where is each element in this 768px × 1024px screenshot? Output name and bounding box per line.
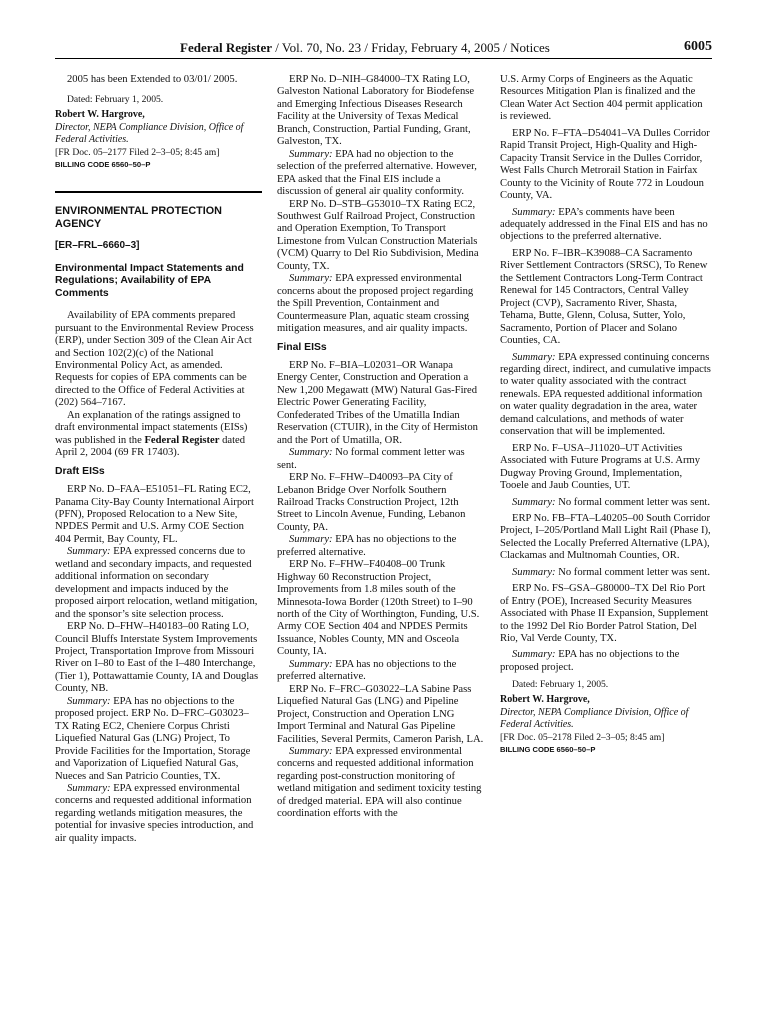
eis-summary: Summary: EPA has no objections to the proposed project. ERP No. D–FRC–G03023–TX Rating EC2, Cheniere Corpus Christi Liquefied Natural Gas (LNG) Project, To Provide Facilities for the Importation, Storage and Vaporization of Liquefied Natural Gas, Nueces and San Patricio Counties, TX. xyxy=(55,695,251,782)
header-issue-info: / Vol. 70, No. 23 / Friday, February 4, 2005 / Notices xyxy=(272,40,550,55)
eis-summary: Summary: EPA has no objections to the preferred alternative. xyxy=(277,534,457,558)
column-3 xyxy=(500,74,712,756)
eis-entry: ERP No. D–FAA–E51051–FL Rating EC2, Panama City-Bay County International Airport (PFN), Proposed Relocation to a New Site, NPDES Permit and U.S. Army COE Section 404 Permit, Bay County, FL. xyxy=(55,484,254,545)
agency-heading: ENVIRONMENTAL PROTECTION AGENCY xyxy=(55,191,262,230)
eis-entry: ERP No. F–IBR–K39088–CA Sacramento River Settlement Contractors (SRSC), To Renew the Settlement Contractors Long-Term Contract Renewal for 145 Contractors, Central Valley Project (CVP), Sacramento River, Shasta, Tehama, Butte, Glenn, Colusa, Sutter, Yolo, Sacramento, Portion of Placer and Solano Counties, CA. xyxy=(500,247,708,347)
eis-entry: ERP No. F–FHW–F40408–00 Trunk Highway 60 Reconstruction Project, Improvements from 1.8 miles south of the Minnesota-Iowa Border (120th Street) to I–90 north of the City of Worthington, Funding, U.S. Army COE Section 404 and NPDES Permits Issuance, Nobles County, MN and Osceola County, IA. xyxy=(277,559,480,658)
dated-line: Dated: February 1, 2005. xyxy=(512,679,609,691)
column-2 xyxy=(277,74,484,821)
eis-entry: ERP No. F–BIA–L02031–OR Wanapa Energy Center, Construction and Operation a New 1,200 Megawatt (MW) Natural Gas-Fired Electric Power Generating Facility, Confederated Tribes of the Umatilla Indian Reservation (CTUIR), in the City of Hermiston and the Port of Umatilla, OR. xyxy=(277,359,478,446)
eis-summary: Summary: No formal comment letter was sent. xyxy=(512,566,711,578)
eis-summary: Summary: No formal comment letter was sent. xyxy=(277,447,465,471)
draft-eis-heading: Draft EISs xyxy=(55,465,105,477)
body-paragraph: Availability of EPA comments prepared pursuant to the Environmental Review Process (ERP), under Section 309 of the Clean Air Act and Section 102(2)(c) of the National Environmental Policy Act, as amended. Requests for copies of EPA comments can be directed to the Office of Federal Activities at (202) 564–7167. xyxy=(55,310,254,409)
dated-line: Dated: February 1, 2005. xyxy=(67,94,164,106)
eis-entry: ERP No. FS–GSA–G80000–TX Del Rio Port of Entry (POE), Increased Security Measures Associated with Phase II Expansion, Supplement to the 1992 Del Rio Border Patrol Station, Del Rio, Val Verde County, TX. xyxy=(500,583,709,645)
page-header xyxy=(55,40,712,59)
eis-entry: ERP No. F–FTA–D54041–VA Dulles Corridor Rapid Transit Project, High-Quality and High-Capacity Transit Service in the Dulles Corridor, West Falls Church Metrorail Station in Fairfax County to the Vicinity of Route 772 in Loudoun County, VA. xyxy=(500,127,710,202)
eis-summary: Summary: EPA expressed environmental concerns about the proposed project regarding the Spill Prevention, Containment and Countermeasure Plan, aquatic steam crossing mitigation measures, and air quality impacts. xyxy=(277,273,474,335)
signer-name: Robert W. Hargrove, xyxy=(500,694,590,706)
notice-title: Environmental Impact Statements and Regulations; Availability of EPA Comments xyxy=(55,262,244,299)
eis-summary: Summary: No formal comment letter was sent. xyxy=(512,496,711,508)
eis-summary: Summary: EPA’s comments have been adequately addressed in the Final EIS and has no objections to the preferred alternative. xyxy=(500,206,708,243)
final-eis-heading: Final EISs xyxy=(277,341,327,353)
header-citation xyxy=(180,40,550,56)
eis-entry: ERP No. F–USA–J11020–UT Activities Associated with Future Programs at U.S. Army Dugway Proving Ground, Implementation, Tooele and Jaub Counties, UT. xyxy=(500,442,701,492)
fr-doc-line: [FR Doc. 05–2178 Filed 2–3–05; 8:45 am] xyxy=(500,731,665,743)
signer-title: Director, NEPA Compliance Division, Office of Federal Activities. xyxy=(500,706,689,731)
eis-summary: Summary: EPA expressed environmental concerns and requested additional information regarding wetlands mitigation measures, the potential for invasive species introduction, and air quality impacts. xyxy=(55,782,254,844)
column-1 xyxy=(55,74,262,845)
signer-name: Robert W. Hargrove, xyxy=(55,109,145,121)
billing-code: BILLING CODE 6560–50–P xyxy=(55,159,151,169)
eis-entry: ERP No. F–FHW–D40093–PA City of Lebanon Bridge Over Norfolk Southern Railroad Tracks Construction Project, 12th Street to Lincoln Avenue, Funding, Lebanon County, PA. xyxy=(277,472,466,533)
page-number: 6005 xyxy=(684,39,712,54)
eis-entry: ERP No. D–FHW–H40183–00 Rating LO, Council Bluffs Interstate System Improvements Project, Transportation Improve from Missouri River on I–80 to East of the I–480 Interchange, (Tier 1), Pottawattamie County, IA and Douglas County, NB. xyxy=(55,621,259,695)
fr-doc-line: [FR Doc. 05–2177 Filed 2–3–05; 8:45 am] xyxy=(55,146,220,158)
eis-summary: Summary: EPA had no objection to the selection of the preferred alternative. However, EPA asked that the Final EIS include a discussion of general air quality conformity. xyxy=(277,148,477,198)
signer-title: Director, NEPA Compliance Division, Office of Federal Activities. xyxy=(55,121,244,146)
carryover-text: U.S. Army Corps of Engineers as the Aquatic Resources Mitigation Plan is finalized and the Clean Water Act Section 404 permit application is reviewed. xyxy=(500,74,703,123)
eis-entry: ERP No. D–NIH–G84000–TX Rating LO, Galveston National Laboratory for Biodefense and Emerging Infectious Diseases Research Facility at the University of Texas Medical Branch, Construction, Partial Funding, Grant, Galveston, TX. xyxy=(277,74,475,148)
body-paragraph: An explanation of the ratings assigned to draft environmental impact statements (EISs) was published in the Federal Register dated April 2, 2004 (69 FR 17403). xyxy=(55,409,248,459)
eis-summary: Summary: EPA has no objections to the preferred alternative. xyxy=(277,658,457,683)
eis-entry: ERP No. F–FRC–G03022–LA Sabine Pass Liquefied Natural Gas (LNG) and Pipeline Project, Construction and Operation LNG Import Terminal and Natural Gas Pipeline Facilities, Several Permits, Cameron Parish, LA. xyxy=(277,683,484,745)
eis-summary: Summary: EPA has no objections to the proposed project. xyxy=(500,649,680,673)
frl-number: [ER–FRL–6660–3] xyxy=(55,240,140,252)
eis-summary: Summary: EPA expressed concerns due to wetland and secondary impacts, and requested additional information on secondary development and impacts induced by the proposed airport relocation, wetland mitigation, and the sponsor’s site selection process. xyxy=(55,546,258,620)
eis-entry: ERP No. FB–FTA–L40205–00 South Corridor Project, I–205/Portland Mall Light Rail (Phase I), Selected the Locally Preferred Alternative (LPA), Clackamas and Multnomah Counties, OR. xyxy=(500,512,711,562)
header-publication: Federal Register xyxy=(180,40,273,55)
eis-entry: ERP No. D–STB–G53010–TX Rating EC2, Southwest Gulf Railroad Project, Construction and Operation Exemption, To Transport Limestone from Vulcan Construction Materials (VCM) Quarry to Del Rio Subdivision, Medina County, TX. xyxy=(277,198,479,272)
eis-summary: Summary: EPA expressed environmental concerns and requested additional information regarding post-construction monitoring of wetland mitigation and sediment toxicity testing of dredged material. EPA will also continue coordination efforts with the xyxy=(277,746,482,820)
carryover-text: 2005 has been Extended to 03/01/ 2005. xyxy=(67,74,238,85)
eis-summary: Summary: EPA expressed continuing concerns regarding direct, indirect, and cumulative impacts to water quality associated with the contract renewals. EPA requested additional information on water quality degradation in the area, water demand calculations, and methods of water conservation that will be implemented. xyxy=(500,351,711,438)
billing-code: BILLING CODE 6560–50–P xyxy=(500,744,596,754)
